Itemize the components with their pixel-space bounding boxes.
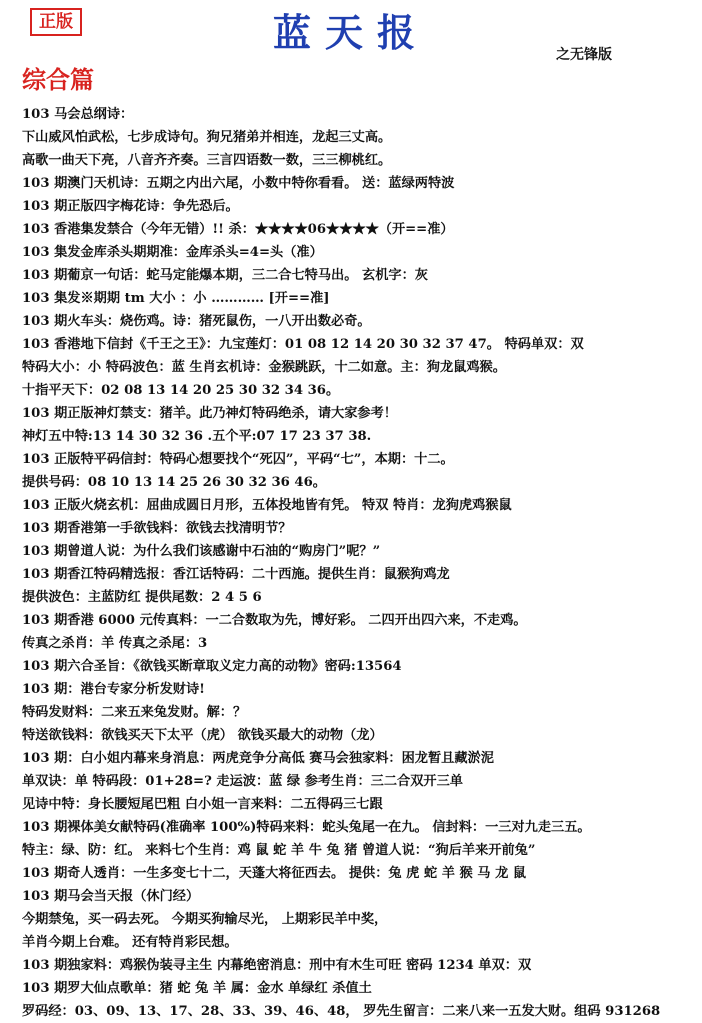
text-line: 羊肖今期上台难。 还有特肖彩民想。 bbox=[22, 935, 238, 950]
text-line: 103 期：白小姐内幕来身消息：两虎竞争分高低 赛马会独家料：困龙暂且藏淤泥 bbox=[22, 751, 494, 766]
text-line: 103 期澳门天机诗：五期之内出六尾，小数中特你看看。 送：蓝绿两特波 bbox=[22, 176, 455, 191]
edition-label: 之无锋版 bbox=[556, 47, 612, 63]
text-line: 103 期香港 6000 元传真料：一二合数取为先，博好彩。 二四开出四六来，不走鸡。 bbox=[22, 613, 527, 628]
text-line: 103 期裸体美女献特码(准确率 100%)特码来料：蛇头兔尾一在九。 信封料：一三对九走三五。 bbox=[22, 820, 591, 835]
text-line: 103 期罗大仙点歌单：猪 蛇 兔 羊 属：金水 单绿红 杀值土 bbox=[22, 981, 372, 996]
text-line: 103 正版特平码信封：特码心想要找个“死囚”，平码“七”，本期：十二。 bbox=[22, 452, 454, 467]
text-line: 103 期独家料：鸡猴伪装寻主生 内幕绝密消息：刑中有木生可旺 密码 1234 单双：双 bbox=[22, 958, 532, 973]
text-line: 103 期葡京一句话：蛇马定能爆本期，三二合七特马出。 玄机字：灰 bbox=[22, 268, 428, 283]
text-line: 特码大小：小 特码波色：蓝 生肖玄机诗：金猴跳跃，十二如意。主：狗龙鼠鸡猴。 bbox=[22, 360, 506, 375]
text-line: 见诗中特：身长腰短尾巴粗 白小姐一言来料：二五得码三七跟 bbox=[22, 797, 383, 812]
text-line: 神灯五中特:13 14 30 32 36 .五个平:07 17 23 37 38. bbox=[22, 429, 372, 444]
text-line: 103 香港地下信封《千王之王》：九宝莲灯：01 08 12 14 20 30 32 37 47。 特码单双：双 bbox=[22, 337, 584, 352]
content-lines bbox=[22, 103, 690, 1023]
text-line: 十指平天下：02 08 13 14 20 25 30 32 34 36。 bbox=[22, 383, 340, 398]
text-line: 103 集发※期期 tm 大小 ：小 ………… [开==准] bbox=[22, 291, 330, 306]
text-line: 特送欲钱料：欲钱买天下太平（虎） 欲钱买最大的动物（龙） bbox=[22, 728, 383, 743]
text-line: 103 正版火烧玄机：屈曲成圆日月形，五体投地皆有凭。 特双 特肖：龙狗虎鸡猴鼠 bbox=[22, 498, 512, 513]
text-line: 今期禁兔，买一码去死。 今期买狗输尽光， 上期彩民羊中奖， bbox=[22, 912, 388, 927]
page-title: 蓝天报 bbox=[272, 11, 429, 55]
text-line: 103 集发金库杀头期期准：金库杀头=4=头（准） bbox=[22, 245, 323, 260]
text-line: 103 期正版神灯禁支：猪羊。此乃神灯特码绝杀，请大家参考！ bbox=[22, 406, 397, 421]
text-line: 103 期正版四字梅花诗：争先恐后。 bbox=[22, 199, 239, 214]
text-line: 103 期奇人透肖：一生多变七十二，天蓬大将征西去。 提供：兔 虎 蛇 羊 猴 马 龙 鼠 bbox=[22, 866, 527, 881]
text-line: 下山威风怕武松，七步成诗句。狗兄猪弟并相连，龙起三丈高。 bbox=[22, 130, 392, 145]
text-line: 传真之杀肖：羊 传真之杀尾：3 bbox=[22, 636, 208, 651]
text-line: 103 期曾道人说：为什么我们该感谢中石油的“购房门”呢？” bbox=[22, 544, 381, 559]
text-line: 特主：绿、防：红。 来料七个生肖：鸡 鼠 蛇 羊 牛 兔 猪 曾道人说：“狗后羊来开前兔” bbox=[22, 843, 536, 858]
text-line: 103 期香江特码精选报：香江话特码：二十西施。提供生肖：鼠猴狗鸡龙 bbox=[22, 567, 450, 582]
text-line: 单双诀：单 特码段：01+28=? 走运波：蓝 绿 参考生肖：三二合双开三单 bbox=[22, 774, 463, 789]
text-line: 103 期香港第一手欲钱料：欲钱去找清明节？ bbox=[22, 521, 292, 536]
text-line: 高歌一曲天下亮，八音齐齐奏。三言四语数一数，三三柳桃红。 bbox=[22, 153, 392, 168]
text-line: 103 香港集发禁合（今年无错）!! 杀：★★★★06★★★★（开==准） bbox=[22, 222, 454, 237]
authentic-badge: 正版 bbox=[30, 8, 82, 36]
text-line: 特码发财料：二来五来兔发财。解：？ bbox=[22, 705, 247, 720]
text-line: 103 期火车头：烧伤鸡。诗：猪死鼠伤，一八开出数必奇。 bbox=[22, 314, 371, 329]
text-line: 103 马会总纲诗： bbox=[22, 107, 134, 122]
text-line: 103 期：港台专家分析发财诗! bbox=[22, 682, 205, 697]
text-line: 罗码经：03、09、13、17、28、33、39、46、48， 罗先生留言：二来八来一五发大财。组码 931268 bbox=[22, 1004, 661, 1019]
text-line: 提供号码：08 10 13 14 25 26 30 32 36 46。 bbox=[22, 475, 326, 490]
text-line: 103 期六合圣旨：《欲钱买断章取义定力高的动物》密码:13564 bbox=[22, 659, 402, 674]
text-line: 提供波色：主蓝防红 提供尾数：2 4 5 6 bbox=[22, 590, 262, 605]
text-line: 103 期马会当天报（休门经） bbox=[22, 889, 200, 904]
section-heading: 综合篇 bbox=[22, 66, 94, 94]
